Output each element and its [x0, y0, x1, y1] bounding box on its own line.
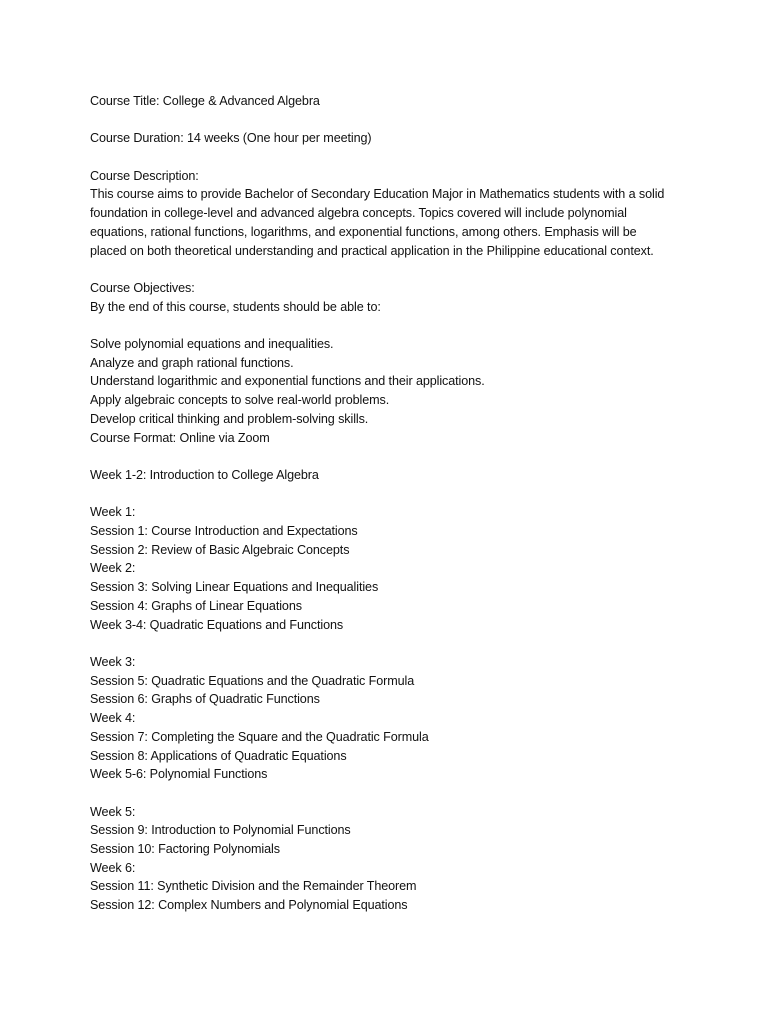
spacer — [90, 784, 700, 803]
session-item: Session 11: Synthetic Division and the Remainder Theorem — [90, 879, 417, 894]
week-heading: Week 6: — [90, 860, 136, 875]
spacer — [90, 447, 700, 466]
objective-item: Solve polynomial equations and inequalities. — [90, 337, 334, 352]
document-body — [90, 92, 700, 915]
description-heading: Course Description: — [90, 168, 199, 183]
objective-item: Understand logarithmic and exponential functions and their applications. — [90, 374, 485, 389]
objectives-heading: Course Objectives: — [90, 280, 195, 295]
description-line: placed on both theoretical understanding and practical application in the Philippine educational context. — [90, 243, 654, 258]
week-heading: Week 4: — [90, 711, 136, 726]
session-item: Session 7: Completing the Square and the Quadratic Formula — [90, 729, 429, 744]
session-item: Session 1: Course Introduction and Expectations — [90, 524, 358, 539]
objective-item: Develop critical thinking and problem-solving skills. — [90, 411, 369, 426]
description-line: This course aims to provide Bachelor of Secondary Education Major in Mathematics students with a solid — [90, 187, 665, 202]
spacer — [90, 148, 700, 167]
session-item: Session 5: Quadratic Equations and the Quadratic Formula — [90, 673, 415, 688]
course-format: Course Format: Online via Zoom — [90, 430, 270, 445]
unit-heading: Week 5-6: Polynomial Functions — [90, 767, 268, 782]
session-item: Session 10: Factoring Polynomials — [90, 842, 280, 856]
session-item: Session 12: Complex Numbers and Polynomial Equations — [90, 898, 408, 913]
week-heading: Week 1: — [90, 505, 136, 520]
week-heading: Week 5: — [90, 804, 136, 819]
description-line: equations, rational functions, logarithms, and exponential functions, among others. Emphasis will be — [90, 224, 637, 239]
spacer — [90, 111, 700, 130]
course-duration: Course Duration: 14 weeks (One hour per meeting) — [90, 131, 372, 146]
session-item: Session 6: Graphs of Quadratic Functions — [90, 692, 320, 707]
spacer — [90, 260, 700, 279]
course-title: Course Title: College & Advanced Algebra — [90, 94, 320, 108]
unit-heading: Week 1-2: Introduction to College Algebra — [90, 467, 319, 482]
session-item: Session 8: Applications of Quadratic Equations — [90, 748, 347, 763]
unit-heading: Week 3-4: Quadratic Equations and Functions — [90, 617, 344, 632]
objective-item: Analyze and graph rational functions. — [90, 355, 294, 370]
spacer — [90, 634, 700, 653]
objective-item: Apply algebraic concepts to solve real-world problems. — [90, 393, 390, 408]
spacer — [90, 485, 700, 504]
session-item: Session 3: Solving Linear Equations and Inequalities — [90, 580, 379, 595]
session-item: Session 9: Introduction to Polynomial Functions — [90, 823, 351, 838]
week-heading: Week 3: — [90, 654, 136, 669]
description-line: foundation in college-level and advanced algebra concepts. Topics covered will include polynomial — [90, 206, 627, 221]
session-item: Session 4: Graphs of Linear Equations — [90, 598, 302, 613]
session-item: Session 2: Review of Basic Algebraic Concepts — [90, 542, 350, 557]
week-heading: Week 2: — [90, 561, 136, 576]
spacer — [90, 316, 700, 335]
objectives-intro: By the end of this course, students should be able to: — [90, 299, 381, 314]
